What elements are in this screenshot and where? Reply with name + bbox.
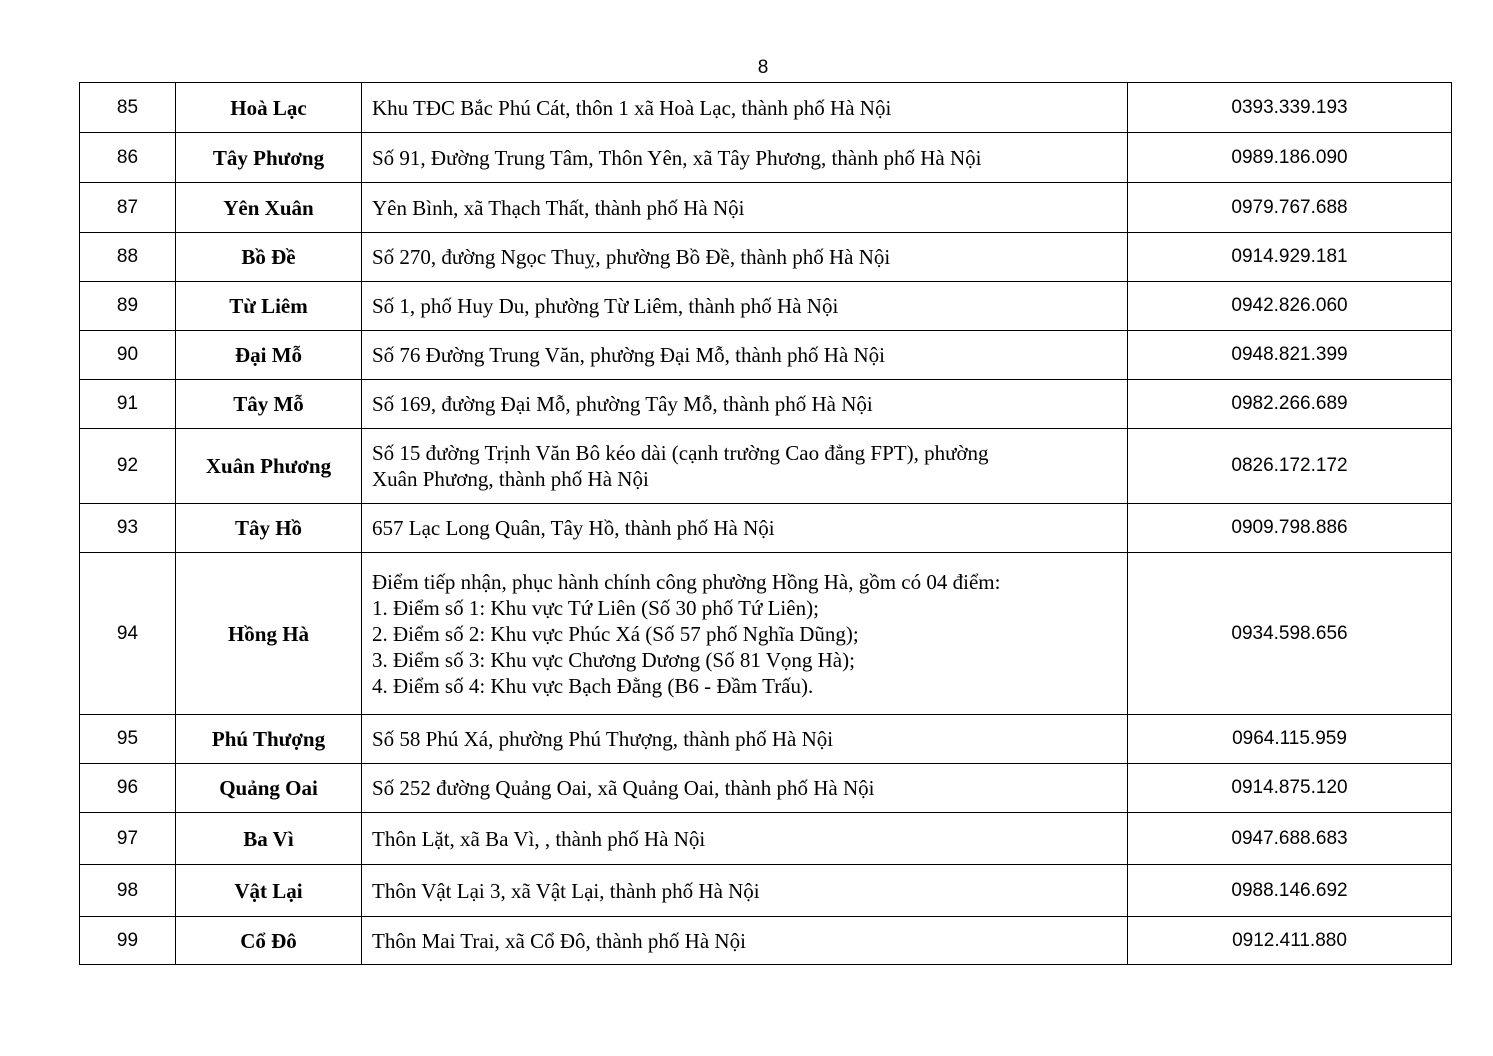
table-row [80, 133, 1452, 183]
address-cell [362, 380, 1128, 429]
row-number: 93 [80, 504, 176, 553]
table-body [80, 83, 1452, 965]
address-cell [362, 813, 1128, 865]
address-line: Yên Bình, xã Thạch Thất, thành phố Hà Nội [372, 195, 745, 220]
ward-name: Hoà Lạc [176, 83, 362, 133]
address-line: Thôn Vật Lại 3, xã Vật Lại, thành phố Hà Nội [372, 878, 760, 903]
row-number: 94 [80, 553, 176, 715]
table-row [80, 813, 1452, 865]
address-line: 2. Điểm số 2: Khu vực Phúc Xá (Số 57 phố Nghĩa Dũng); [372, 621, 859, 646]
address-line: Số 1, phố Huy Du, phường Từ Liêm, thành phố Hà Nội [372, 294, 839, 318]
phone-number: 0934.598.656 [1128, 553, 1452, 715]
address-line: 3. Điểm số 3: Khu vực Chương Dương (Số 81 Vọng Hà); [372, 647, 855, 672]
row-number: 87 [80, 183, 176, 233]
phone-number: 0948.821.399 [1128, 331, 1452, 380]
ward-name: Ba Vì [176, 813, 362, 865]
page-number: 8 [757, 57, 769, 78]
address-cell [362, 83, 1128, 133]
phone-number: 0982.266.689 [1128, 380, 1452, 429]
address-line: Xuân Phương, thành phố Hà Nội [372, 467, 649, 491]
table-row [80, 331, 1452, 380]
row-number: 89 [80, 282, 176, 331]
table-row [80, 380, 1452, 429]
address-line: 1. Điểm số 1: Khu vực Tứ Liên (Số 30 phố Tứ Liên); [372, 595, 819, 620]
table-row [80, 429, 1452, 504]
ward-name: Tây Hồ [176, 504, 362, 553]
ward-name: Phú Thượng [176, 715, 362, 764]
address-line: Điểm tiếp nhận, phục hành chính công phường Hồng Hà, gồm có 04 điểm: [372, 569, 1001, 594]
ward-name: Hồng Hà [176, 553, 362, 715]
row-number: 85 [80, 83, 176, 133]
phone-number: 0979.767.688 [1128, 183, 1452, 233]
phone-number: 0909.798.886 [1128, 504, 1452, 553]
address-cell [362, 764, 1128, 813]
address-line: Số 58 Phú Xá, phường Phú Thượng, thành phố Hà Nội [372, 727, 834, 751]
ward-name: Từ Liêm [176, 282, 362, 331]
address-cell [362, 429, 1128, 504]
phone-number: 0947.688.683 [1128, 813, 1452, 865]
phone-number: 0989.186.090 [1128, 133, 1452, 183]
ward-name: Xuân Phương [176, 429, 362, 504]
address-line: 4. Điểm số 4: Khu vực Bạch Đằng (B6 - Đầm Trấu). [372, 673, 814, 698]
contact-table [79, 82, 1452, 965]
address-cell [362, 282, 1128, 331]
address-line: Số 76 Đường Trung Văn, phường Đại Mỗ, thành phố Hà Nội [372, 343, 886, 367]
table-row [80, 553, 1452, 715]
table-row [80, 83, 1452, 133]
row-number: 98 [80, 865, 176, 917]
table-row [80, 233, 1452, 282]
address-line: Thôn Lặt, xã Ba Vì, , thành phố Hà Nội [372, 826, 706, 851]
row-number: 88 [80, 233, 176, 282]
address-line: Thôn Mai Trai, xã Cổ Đô, thành phố Hà Nội [372, 928, 746, 953]
row-number: 91 [80, 380, 176, 429]
row-number: 92 [80, 429, 176, 504]
ward-name: Vật Lại [176, 865, 362, 917]
phone-number: 0393.339.193 [1128, 83, 1452, 133]
ward-name: Đại Mỗ [176, 331, 362, 380]
ward-name: Tây Mỗ [176, 380, 362, 429]
row-number: 90 [80, 331, 176, 380]
ward-name: Yên Xuân [176, 183, 362, 233]
address-line: 657 Lạc Long Quân, Tây Hồ, thành phố Hà Nội [372, 516, 775, 540]
address-cell [362, 865, 1128, 917]
address-line: Khu TĐC Bắc Phú Cát, thôn 1 xã Hoà Lạc, thành phố Hà Nội [372, 95, 892, 120]
ward-name: Quảng Oai [176, 764, 362, 813]
row-number: 95 [80, 715, 176, 764]
address-cell [362, 331, 1128, 380]
ward-name: Tây Phương [176, 133, 362, 183]
table-row [80, 504, 1452, 553]
phone-number: 0942.826.060 [1128, 282, 1452, 331]
row-number: 86 [80, 133, 176, 183]
address-cell [362, 917, 1128, 965]
address-cell [362, 233, 1128, 282]
table-row [80, 183, 1452, 233]
phone-number: 0914.875.120 [1128, 764, 1452, 813]
phone-number: 0988.146.692 [1128, 865, 1452, 917]
table-row [80, 764, 1452, 813]
address-line: Số 169, đường Đại Mỗ, phường Tây Mỗ, thành phố Hà Nội [372, 392, 873, 416]
table-row [80, 917, 1452, 965]
phone-number: 0914.929.181 [1128, 233, 1452, 282]
address-cell [362, 504, 1128, 553]
table-row [80, 865, 1452, 917]
ward-name: Bồ Đề [176, 233, 362, 282]
address-line: Số 252 đường Quảng Oai, xã Quảng Oai, thành phố Hà Nội [372, 776, 875, 800]
table-row [80, 282, 1452, 331]
table-row [80, 715, 1452, 764]
address-cell [362, 553, 1128, 715]
address-line: Số 270, đường Ngọc Thuỵ, phường Bồ Đề, thành phố Hà Nội [372, 245, 891, 269]
phone-number: 0826.172.172 [1128, 429, 1452, 504]
phone-number: 0964.115.959 [1128, 715, 1452, 764]
ward-name: Cổ Đô [176, 917, 362, 965]
address-line: Số 91, Đường Trung Tâm, Thôn Yên, xã Tây Phương, thành phố Hà Nội [372, 145, 982, 170]
row-number: 96 [80, 764, 176, 813]
address-cell [362, 133, 1128, 183]
row-number: 99 [80, 917, 176, 965]
row-number: 97 [80, 813, 176, 865]
phone-number: 0912.411.880 [1128, 917, 1452, 965]
address-cell [362, 715, 1128, 764]
address-line: Số 15 đường Trịnh Văn Bô kéo dài (cạnh trường Cao đẳng FPT), phường [372, 441, 989, 465]
address-cell [362, 183, 1128, 233]
